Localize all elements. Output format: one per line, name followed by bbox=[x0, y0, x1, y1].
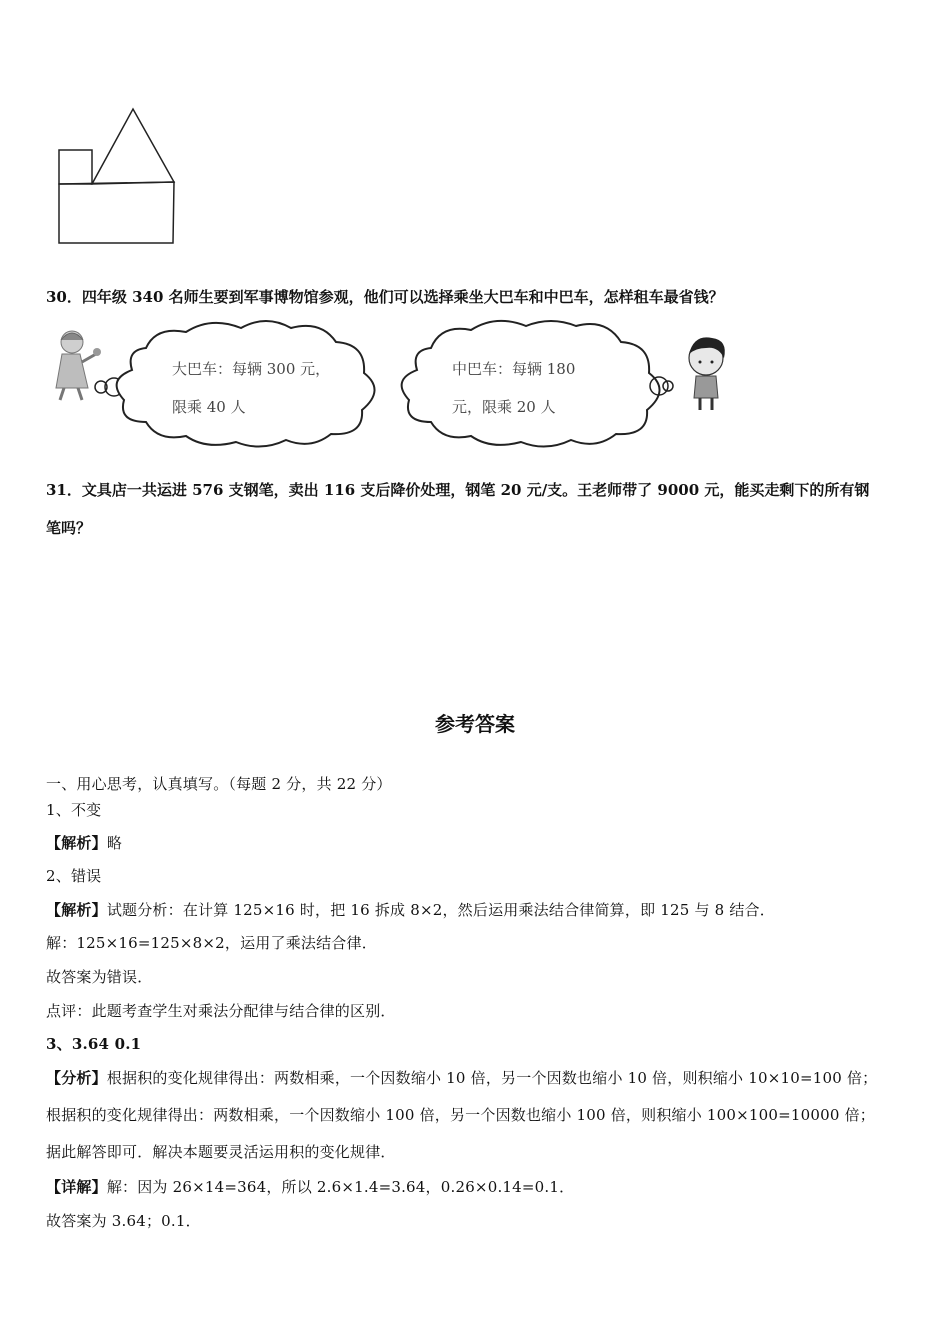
answer-2-solution: 解：125×16=125×8×2，运用了乘法结合律． bbox=[46, 934, 377, 952]
question-31-line1: 31．文具店一共运进 576 支钢笔，卖出 116 支后降价处理，钢笔 20 元/支。王老师带了 9000 元，能买走剩下的所有钢 bbox=[46, 481, 870, 499]
geometry-figure bbox=[50, 100, 190, 252]
analysis-text: 试题分析：在计算 125×16 时，把 16 拆成 8×2，然后运用乘法结合律简算，即 125 与 8 结合． bbox=[106, 901, 775, 919]
answer-3-analysis-line1 bbox=[46, 1067, 877, 1088]
answer-2-conclusion: 故答案为错误． bbox=[46, 968, 153, 986]
answer-3-analysis-line2: 根据积的变化规律得出：两数相乘，一个因数缩小 100 倍，另一个因数也缩小 100 倍，则积缩小 100×100=10000 倍； bbox=[46, 1106, 875, 1124]
cloud-right-line1: 中巴车：每辆 180 bbox=[452, 360, 576, 378]
question-31-line2: 笔吗？ bbox=[46, 519, 92, 537]
girl-figure bbox=[56, 331, 101, 400]
answer-3-detail bbox=[46, 1176, 574, 1197]
cloud-right bbox=[402, 321, 660, 447]
answer-2: 2、错误 bbox=[46, 867, 102, 885]
detail-tag: 【详解】 bbox=[46, 1178, 107, 1196]
triangle bbox=[92, 109, 174, 184]
answer-1: 1、不变 bbox=[46, 801, 102, 819]
question-30: 30．四年级 340 名师生要到军事博物馆参观，他们可以选择乘坐大巴车和中巴车，怎样租车最省钱？ bbox=[46, 288, 724, 306]
analysis-text: 根据积的变化规律得出：两数相乘，一个因数缩小 10 倍，另一个因数也缩小 10 倍，则积缩小 10×10=100 倍； bbox=[106, 1069, 878, 1087]
detail-text: 解：因为 26×14=364，所以 2.6×1.4=3.64，0.26×0.14=0.1． bbox=[106, 1178, 575, 1196]
answer-1-analysis bbox=[46, 832, 122, 853]
analysis-tag: 【解析】 bbox=[46, 834, 107, 852]
large-rectangle bbox=[59, 182, 174, 243]
answer-3-analysis-line3: 据此解答即可．解决本题要灵活运用积的变化规律． bbox=[46, 1143, 396, 1161]
analysis-tag: 【解析】 bbox=[46, 901, 107, 919]
answer-3-conclusion: 故答案为 3.64；0.1． bbox=[46, 1212, 201, 1230]
boy-figure bbox=[689, 337, 725, 410]
bus-illustration bbox=[46, 318, 746, 450]
cloud-right-line2: 元，限乘 20 人 bbox=[452, 398, 556, 416]
answer-2-comment: 点评：此题考查学生对乘法分配律与结合律的区别． bbox=[46, 1002, 396, 1020]
answers-title: 参考答案 bbox=[435, 712, 515, 736]
analysis-tag: 【分析】 bbox=[46, 1069, 107, 1087]
answer-2-analysis bbox=[46, 899, 775, 920]
cloud-left-line1: 大巴车：每辆 300 元， bbox=[172, 360, 331, 378]
cloud-left bbox=[117, 321, 375, 447]
answer-3: 3、3.64 0.1 bbox=[46, 1035, 142, 1053]
small-square bbox=[59, 150, 92, 184]
section-1-heading: 一、用心思考，认真填写。（每题 2 分，共 22 分） bbox=[46, 775, 392, 793]
analysis-text: 略 bbox=[106, 834, 123, 852]
cloud-left-line2: 限乘 40 人 bbox=[172, 398, 246, 416]
